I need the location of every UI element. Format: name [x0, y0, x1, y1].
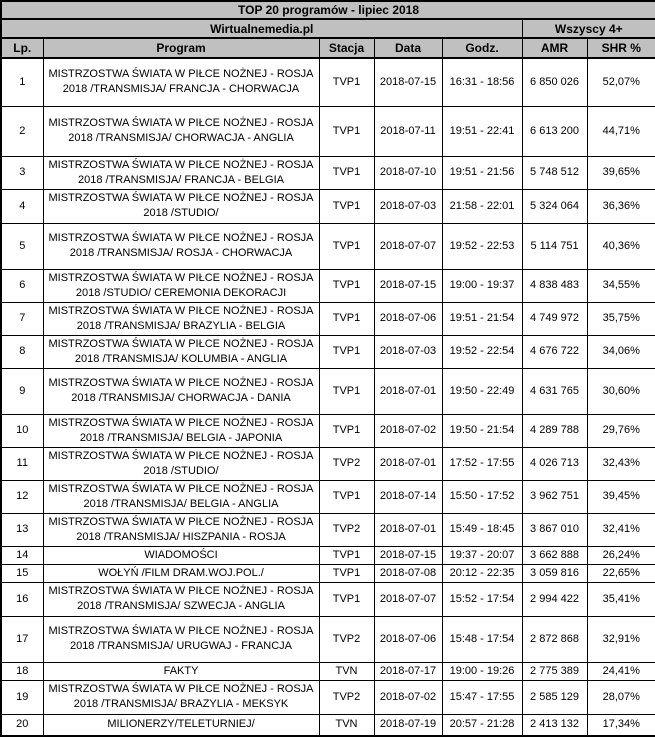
table-row	[1, 513, 655, 546]
program-cell: MISTRZOSTWA ŚWIATA W PIŁCE NOŻNEJ - ROSJA 2018 /TRANSMISJA/ BRAZYLIA - BELGIA	[43, 302, 319, 335]
table-title-row	[1, 1, 655, 19]
table-title: TOP 20 programów - lipiec 2018	[1, 1, 655, 19]
amr-cell: 5 324 064	[522, 189, 587, 223]
station-cell: TVP2	[319, 616, 374, 662]
col-header-stacja: Stacja	[319, 38, 374, 58]
shr-cell: 40,36%	[587, 223, 655, 269]
date-cell: 2018-07-03	[374, 189, 442, 223]
time-cell: 20:57 - 21:28	[442, 714, 522, 736]
program-cell: MISTRZOSTWA ŚWIATA W PIŁCE NOŻNEJ - ROSJA 2018 /STUDIO/	[43, 447, 319, 480]
shr-cell: 34,55%	[587, 269, 655, 302]
source-label: Wirtualnemedia.pl	[1, 19, 522, 38]
program-cell: MISTRZOSTWA ŚWIATA W PIŁCE NOŻNEJ - ROSJA 2018 /TRANSMISJA/ CHORWACJA - ANGLIA	[43, 106, 319, 156]
amr-cell: 4 026 713	[522, 447, 587, 480]
table-row	[1, 680, 655, 714]
program-cell: MISTRZOSTWA ŚWIATA W PIŁCE NOŻNEJ - ROSJA 2018 /TRANSMISJA/ BELGIA - JAPONIA	[43, 414, 319, 447]
table-row	[1, 582, 655, 616]
shr-cell: 35,41%	[587, 582, 655, 616]
date-cell: 2018-07-17	[374, 662, 442, 680]
table-row	[1, 564, 655, 582]
table-row	[1, 414, 655, 447]
time-cell: 15:52 - 17:54	[442, 582, 522, 616]
program-cell: MISTRZOSTWA ŚWIATA W PIŁCE NOŻNEJ - ROSJA 2018 /TRANSMISJA/ FRANCJA - CHORWACJA	[43, 58, 319, 106]
shr-cell: 30,60%	[587, 368, 655, 414]
station-cell: TVP1	[319, 564, 374, 582]
amr-cell: 3 867 010	[522, 513, 587, 546]
rank-cell: 18	[1, 662, 43, 680]
rank-cell: 15	[1, 564, 43, 582]
table-row	[1, 106, 655, 156]
amr-cell: 2 413 132	[522, 714, 587, 736]
station-cell: TVP1	[319, 582, 374, 616]
rank-cell: 2	[1, 106, 43, 156]
program-cell: MISTRZOSTWA ŚWIATA W PIŁCE NOŻNEJ - ROSJA 2018 /STUDIO/ CEREMONIA DEKORACJI	[43, 269, 319, 302]
col-header-amr: AMR	[522, 38, 587, 58]
rank-cell: 20	[1, 714, 43, 736]
rank-cell: 14	[1, 546, 43, 564]
amr-cell: 2 775 389	[522, 662, 587, 680]
table-row	[1, 156, 655, 189]
program-cell: FAKTY	[43, 662, 319, 680]
shr-cell: 22,65%	[587, 564, 655, 582]
rank-cell: 17	[1, 616, 43, 662]
date-cell: 2018-07-11	[374, 106, 442, 156]
amr-cell: 3 662 888	[522, 546, 587, 564]
date-cell: 2018-07-06	[374, 616, 442, 662]
table-row	[1, 335, 655, 368]
date-cell: 2018-07-01	[374, 513, 442, 546]
amr-cell: 3 962 751	[522, 480, 587, 513]
rank-cell: 6	[1, 269, 43, 302]
date-cell: 2018-07-15	[374, 546, 442, 564]
shr-cell: 32,41%	[587, 513, 655, 546]
time-cell: 15:50 - 17:52	[442, 480, 522, 513]
station-cell: TVP1	[319, 106, 374, 156]
program-cell: MISTRZOSTWA ŚWIATA W PIŁCE NOŻNEJ - ROSJA 2018 /STUDIO/	[43, 189, 319, 223]
station-cell: TVP2	[319, 447, 374, 480]
time-cell: 16:31 - 18:56	[442, 58, 522, 106]
station-cell: TVP1	[319, 302, 374, 335]
shr-cell: 39,45%	[587, 480, 655, 513]
table-row	[1, 368, 655, 414]
rank-cell: 8	[1, 335, 43, 368]
rank-cell: 7	[1, 302, 43, 335]
rank-cell: 12	[1, 480, 43, 513]
program-cell: MISTRZOSTWA ŚWIATA W PIŁCE NOŻNEJ - ROSJA 2018 /TRANSMISJA/ BELGIA - ANGLIA	[43, 480, 319, 513]
station-cell: TVP1	[319, 368, 374, 414]
program-cell: MISTRZOSTWA ŚWIATA W PIŁCE NOŻNEJ - ROSJA 2018 /TRANSMISJA/ BRAZYLIA - MEKSYK	[43, 680, 319, 714]
table-row	[1, 302, 655, 335]
shr-cell: 24,41%	[587, 662, 655, 680]
time-cell: 19:37 - 20:07	[442, 546, 522, 564]
audience-group-label: Wszyscy 4+	[522, 19, 655, 38]
table-row	[1, 546, 655, 564]
shr-cell: 28,07%	[587, 680, 655, 714]
table-row	[1, 480, 655, 513]
station-cell: TVP1	[319, 480, 374, 513]
station-cell: TVP2	[319, 513, 374, 546]
time-cell: 20:12 - 22:35	[442, 564, 522, 582]
amr-cell: 2 872 868	[522, 616, 587, 662]
amr-cell: 5 748 512	[522, 156, 587, 189]
date-cell: 2018-07-14	[374, 480, 442, 513]
amr-cell: 6 613 200	[522, 106, 587, 156]
table-source-row	[1, 19, 655, 38]
amr-cell: 3 059 816	[522, 564, 587, 582]
table-row	[1, 189, 655, 223]
table-row	[1, 58, 655, 106]
program-cell: MISTRZOSTWA ŚWIATA W PIŁCE NOŻNEJ - ROSJA 2018 /TRANSMISJA/ URUGWAJ - FRANCJA	[43, 616, 319, 662]
station-cell: TVP1	[319, 156, 374, 189]
time-cell: 15:47 - 17:55	[442, 680, 522, 714]
col-header-data: Data	[374, 38, 442, 58]
amr-cell: 4 676 722	[522, 335, 587, 368]
rank-cell: 3	[1, 156, 43, 189]
time-cell: 17:52 - 17:55	[442, 447, 522, 480]
rank-cell: 9	[1, 368, 43, 414]
station-cell: TVN	[319, 662, 374, 680]
program-cell: MISTRZOSTWA ŚWIATA W PIŁCE NOŻNEJ - ROSJA 2018 /TRANSMISJA/ SZWECJA - ANGLIA	[43, 582, 319, 616]
rank-cell: 11	[1, 447, 43, 480]
rank-cell: 13	[1, 513, 43, 546]
rank-cell: 4	[1, 189, 43, 223]
table-row	[1, 447, 655, 480]
shr-cell: 34,06%	[587, 335, 655, 368]
station-cell: TVP1	[319, 414, 374, 447]
program-cell: MISTRZOSTWA ŚWIATA W PIŁCE NOŻNEJ - ROSJA 2018 /TRANSMISJA/ CHORWACJA - DANIA	[43, 368, 319, 414]
amr-cell: 5 114 751	[522, 223, 587, 269]
col-header-program: Program	[43, 38, 319, 58]
date-cell: 2018-07-15	[374, 269, 442, 302]
station-cell: TVP1	[319, 269, 374, 302]
date-cell: 2018-07-10	[374, 156, 442, 189]
time-cell: 19:51 - 21:54	[442, 302, 522, 335]
station-cell: TVP2	[319, 680, 374, 714]
time-cell: 19:00 - 19:37	[442, 269, 522, 302]
date-cell: 2018-07-03	[374, 335, 442, 368]
program-cell: MISTRZOSTWA ŚWIATA W PIŁCE NOŻNEJ - ROSJA 2018 /TRANSMISJA/ FRANCJA - BELGIA	[43, 156, 319, 189]
date-cell: 2018-07-02	[374, 680, 442, 714]
rank-cell: 19	[1, 680, 43, 714]
time-cell: 19:51 - 21:56	[442, 156, 522, 189]
station-cell: TVP1	[319, 546, 374, 564]
rank-cell: 16	[1, 582, 43, 616]
date-cell: 2018-07-02	[374, 414, 442, 447]
table-row	[1, 223, 655, 269]
date-cell: 2018-07-01	[374, 368, 442, 414]
table-row	[1, 616, 655, 662]
rank-cell: 10	[1, 414, 43, 447]
shr-cell: 36,36%	[587, 189, 655, 223]
station-cell: TVP1	[319, 58, 374, 106]
time-cell: 15:48 - 17:54	[442, 616, 522, 662]
shr-cell: 44,71%	[587, 106, 655, 156]
col-header-godz: Godz.	[442, 38, 522, 58]
date-cell: 2018-07-01	[374, 447, 442, 480]
date-cell: 2018-07-07	[374, 582, 442, 616]
date-cell: 2018-07-07	[374, 223, 442, 269]
station-cell: TVP1	[319, 189, 374, 223]
time-cell: 19:52 - 22:53	[442, 223, 522, 269]
shr-cell: 17,34%	[587, 714, 655, 736]
program-cell: WOŁYŃ /FILM DRAM.WOJ.POL./	[43, 564, 319, 582]
amr-cell: 4 749 972	[522, 302, 587, 335]
date-cell: 2018-07-15	[374, 58, 442, 106]
time-cell: 19:50 - 21:54	[442, 414, 522, 447]
amr-cell: 2 585 129	[522, 680, 587, 714]
rank-cell: 5	[1, 223, 43, 269]
time-cell: 19:50 - 22:49	[442, 368, 522, 414]
amr-cell: 4 631 765	[522, 368, 587, 414]
time-cell: 19:52 - 22:54	[442, 335, 522, 368]
shr-cell: 32,43%	[587, 447, 655, 480]
amr-cell: 4 838 483	[522, 269, 587, 302]
col-header-shr: SHR %	[587, 38, 655, 58]
shr-cell: 52,07%	[587, 58, 655, 106]
station-cell: TVP1	[319, 335, 374, 368]
amr-cell: 4 289 788	[522, 414, 587, 447]
amr-cell: 2 994 422	[522, 582, 587, 616]
table-row	[1, 662, 655, 680]
shr-cell: 39,65%	[587, 156, 655, 189]
station-cell: TVN	[319, 714, 374, 736]
program-cell: MILIONERZY/TELETURNIEJ/	[43, 714, 319, 736]
shr-cell: 29,76%	[587, 414, 655, 447]
date-cell: 2018-07-08	[374, 564, 442, 582]
program-cell: MISTRZOSTWA ŚWIATA W PIŁCE NOŻNEJ - ROSJA 2018 /TRANSMISJA/ KOLUMBIA - ANGLIA	[43, 335, 319, 368]
program-cell: MISTRZOSTWA ŚWIATA W PIŁCE NOŻNEJ - ROSJA 2018 /TRANSMISJA/ ROSJA - CHORWACJA	[43, 223, 319, 269]
date-cell: 2018-07-19	[374, 714, 442, 736]
col-header-lp: Lp.	[1, 38, 43, 58]
column-header-row	[1, 38, 655, 58]
shr-cell: 32,91%	[587, 616, 655, 662]
rank-cell: 1	[1, 58, 43, 106]
date-cell: 2018-07-06	[374, 302, 442, 335]
shr-cell: 35,75%	[587, 302, 655, 335]
program-cell: WIADOMOŚCI	[43, 546, 319, 564]
time-cell: 19:00 - 19:26	[442, 662, 522, 680]
time-cell: 21:58 - 22:01	[442, 189, 522, 223]
time-cell: 19:51 - 22:41	[442, 106, 522, 156]
table-row	[1, 269, 655, 302]
amr-cell: 6 850 026	[522, 58, 587, 106]
time-cell: 15:49 - 18:45	[442, 513, 522, 546]
station-cell: TVP1	[319, 223, 374, 269]
program-cell: MISTRZOSTWA ŚWIATA W PIŁCE NOŻNEJ - ROSJA 2018 /TRANSMISJA/ HISZPANIA - ROSJA	[43, 513, 319, 546]
shr-cell: 26,24%	[587, 546, 655, 564]
